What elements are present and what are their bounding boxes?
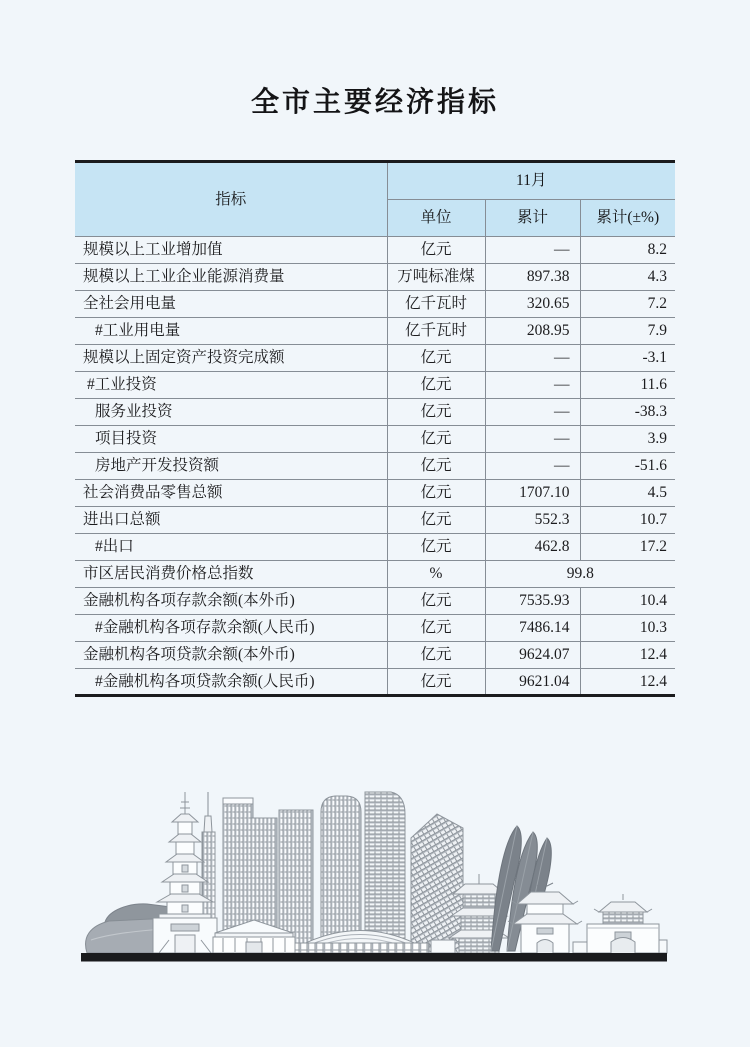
table-row [75, 561, 675, 588]
indicator-cell: 进出口总额 [75, 507, 387, 534]
unit-cell: % [387, 561, 485, 588]
table-row [75, 669, 675, 696]
table-row [75, 264, 675, 291]
cumulative-cell: 7535.93 [485, 588, 580, 615]
indicator-cell: #金融机构各项存款余额(人民币) [75, 615, 387, 642]
central-skyscrapers [321, 792, 463, 953]
unit-cell: 亿元 [387, 480, 485, 507]
unit-cell: 亿元 [387, 507, 485, 534]
unit-cell: 亿元 [387, 642, 485, 669]
pct-cell: 7.2 [580, 291, 675, 318]
indicator-cell: 全社会用电量 [75, 291, 387, 318]
indicator-cell: 市区居民消费价格总指数 [75, 561, 387, 588]
table-row [75, 615, 675, 642]
table-row [75, 507, 675, 534]
header-month-group: 11月 [387, 162, 675, 200]
pct-cell: 11.6 [580, 372, 675, 399]
unit-cell: 亿元 [387, 345, 485, 372]
pct-cell: 10.7 [580, 507, 675, 534]
unit-cell: 亿元 [387, 237, 485, 264]
indicator-cell: 社会消费品零售总额 [75, 480, 387, 507]
pct-cell: 12.4 [580, 669, 675, 696]
cumulative-cell: — [485, 345, 580, 372]
unit-cell: 亿元 [387, 399, 485, 426]
cumulative-cell: 99.8 [485, 561, 675, 588]
table-row [75, 399, 675, 426]
cumulative-cell: 7486.14 [485, 615, 580, 642]
indicator-cell: 房地产开发投资额 [75, 453, 387, 480]
cumulative-cell: 9621.04 [485, 669, 580, 696]
indicator-cell: 服务业投资 [75, 399, 387, 426]
table-row [75, 291, 675, 318]
header-cumulative: 累计 [485, 200, 580, 237]
unit-cell: 亿元 [387, 534, 485, 561]
unit-cell: 亿元 [387, 669, 485, 696]
cumulative-cell: — [485, 426, 580, 453]
indicator-cell: 金融机构各项贷款余额(本外币) [75, 642, 387, 669]
table-row [75, 345, 675, 372]
cumulative-cell: — [485, 237, 580, 264]
pct-cell: -38.3 [580, 399, 675, 426]
city-gate [587, 894, 667, 953]
pct-cell: 10.3 [580, 615, 675, 642]
table-row [75, 642, 675, 669]
cumulative-cell: — [485, 372, 580, 399]
cumulative-cell: 320.65 [485, 291, 580, 318]
cumulative-cell: 9624.07 [485, 642, 580, 669]
pct-cell: -3.1 [580, 345, 675, 372]
unit-cell: 亿元 [387, 615, 485, 642]
header-cumulative-pct: 累计(±%) [580, 200, 675, 237]
cumulative-cell: — [485, 399, 580, 426]
pct-cell: 12.4 [580, 642, 675, 669]
table-row [75, 318, 675, 345]
unit-cell: 亿元 [387, 426, 485, 453]
table-row [75, 534, 675, 561]
table-row [75, 237, 675, 264]
cumulative-cell: 462.8 [485, 534, 580, 561]
table-row [75, 480, 675, 507]
ground-line [81, 953, 667, 962]
table-body [75, 237, 675, 696]
cumulative-cell: 208.95 [485, 318, 580, 345]
unit-cell: 亿元 [387, 372, 485, 399]
unit-cell: 亿千瓦时 [387, 291, 485, 318]
unit-cell: 亿千瓦时 [387, 318, 485, 345]
pct-cell: 8.2 [580, 237, 675, 264]
pct-cell: 3.9 [580, 426, 675, 453]
unit-cell: 亿元 [387, 453, 485, 480]
indicator-cell: 规模以上工业增加值 [75, 237, 387, 264]
pct-cell: -51.6 [580, 453, 675, 480]
city-skyline-illustration [75, 770, 675, 975]
gate-building [153, 918, 217, 953]
cumulative-cell: 552.3 [485, 507, 580, 534]
table-row [75, 453, 675, 480]
pct-cell: 4.5 [580, 480, 675, 507]
indicator-cell: #工业投资 [75, 372, 387, 399]
table-row [75, 426, 675, 453]
pct-cell: 10.4 [580, 588, 675, 615]
pct-cell: 17.2 [580, 534, 675, 561]
indicator-cell: 规模以上固定资产投资完成额 [75, 345, 387, 372]
indicator-cell: 规模以上工业企业能源消费量 [75, 264, 387, 291]
pct-cell: 7.9 [580, 318, 675, 345]
indicator-cell: #出口 [75, 534, 387, 561]
header-unit: 单位 [387, 200, 485, 237]
indicator-cell: #工业用电量 [75, 318, 387, 345]
unit-cell: 万吨标准煤 [387, 264, 485, 291]
cumulative-cell: — [485, 453, 580, 480]
pct-cell: 4.3 [580, 264, 675, 291]
unit-cell: 亿元 [387, 588, 485, 615]
cumulative-cell: 1707.10 [485, 480, 580, 507]
table-row [75, 372, 675, 399]
table-row [75, 588, 675, 615]
page-title: 全市主要经济指标 [250, 87, 499, 118]
economic-indicators-table [75, 160, 675, 697]
indicator-cell: 项目投资 [75, 426, 387, 453]
cumulative-cell: 897.38 [485, 264, 580, 291]
header-indicator: 指标 [75, 162, 387, 237]
table-header [75, 162, 675, 237]
indicator-cell: 金融机构各项存款余额(本外币) [75, 588, 387, 615]
indicator-cell: #金融机构各项贷款余额(人民币) [75, 669, 387, 696]
